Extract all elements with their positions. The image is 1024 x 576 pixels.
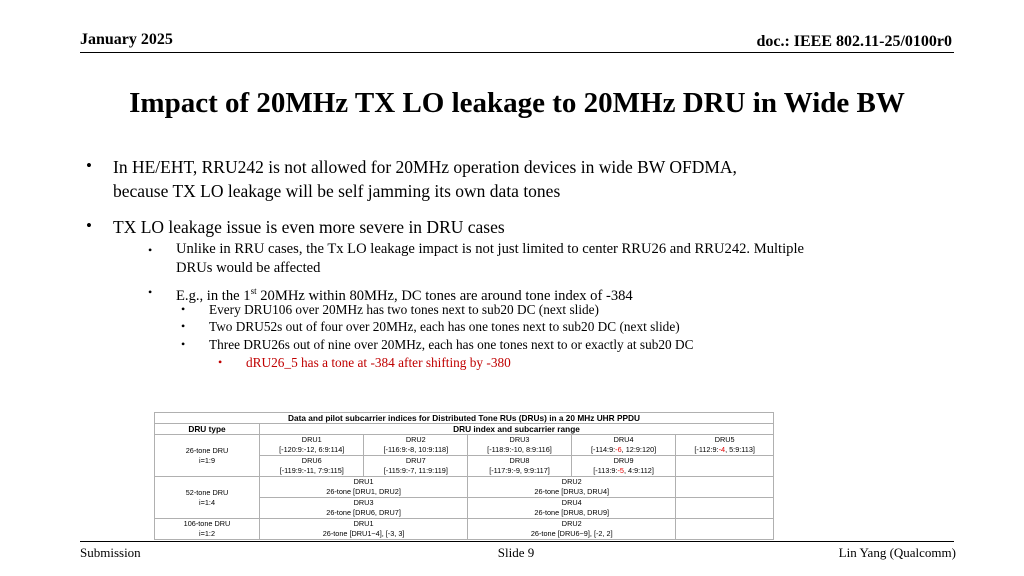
cell-text: DRU4 xyxy=(613,435,634,444)
range-text: , 5:9:113] xyxy=(725,445,755,454)
table-row xyxy=(155,519,774,540)
table-cell xyxy=(468,477,676,498)
dru-type-cell xyxy=(155,435,260,477)
range-text: [-113:9: xyxy=(593,466,618,475)
table-cell xyxy=(260,498,468,519)
table-cell xyxy=(364,456,468,477)
table-cell xyxy=(260,477,468,498)
cell-text: DRU7 xyxy=(405,456,426,465)
bullet-dru26-5: dRU26_5 has a tone at -384 after shifting by -380 xyxy=(246,355,511,370)
bullet-dru52: Two DRU52s out of four over 20MHz, each has one tones next to sub20 DC (next slide) xyxy=(209,319,680,334)
table-row xyxy=(155,477,774,498)
bullet-text: Unlike in RRU cases, the Tx LO leakage impact is not just limited to center RRU26 and RRU242. Multiple xyxy=(176,241,804,257)
cell-text: [-115:9:-7, 11:9:119] xyxy=(383,466,448,475)
cell-text: DRU3 xyxy=(509,435,530,444)
bullet-text: DRUs would be affected xyxy=(176,260,321,276)
dru-type-cell xyxy=(155,477,260,519)
cell-text: DRU1 xyxy=(353,519,374,528)
bullet-dot: • xyxy=(148,243,153,257)
slide-title: Impact of 20MHz TX LO leakage to 20MHz DRU in Wide BW xyxy=(129,87,905,119)
bullet-rru-cases xyxy=(176,240,936,278)
cell-text: DRU4 xyxy=(561,498,582,507)
bullet-dot: • xyxy=(181,337,186,351)
cell-text: 26-tone [DRU3, DRU4] xyxy=(534,487,610,496)
cell-text: DRU6 xyxy=(301,456,322,465)
bullet-text: 20MHz within 80MHz, DC tones are around tone index of -384 xyxy=(256,287,633,304)
cell-text: [-118:9:-10, 8:9:116] xyxy=(487,445,552,454)
table-cell xyxy=(260,519,468,540)
cell-text: DRU2 xyxy=(561,477,582,486)
cell-text: [-117:9:-9, 9:9:117] xyxy=(489,466,550,475)
table-cell xyxy=(364,435,468,456)
cell-text: DRU1 xyxy=(301,435,322,444)
table-cell xyxy=(468,435,572,456)
cell-text: [-116:9:-8, 10:9:118] xyxy=(383,445,449,454)
highlight-tone: -6 xyxy=(615,445,622,454)
cell-text: 26-tone DRU xyxy=(185,445,229,455)
footer-submission: Submission xyxy=(80,545,141,560)
cell-text: 106-tone DRU xyxy=(183,519,231,528)
table-cell xyxy=(468,498,676,519)
cell-text: [-119:9:-11, 7:9:115] xyxy=(279,466,344,475)
cell-text: DRU9 xyxy=(613,456,634,465)
bullet-dot: • xyxy=(181,302,186,316)
cell-text: 52-tone DRU xyxy=(185,487,229,497)
bullet-dot: • xyxy=(86,156,92,175)
cell-text: DRU2 xyxy=(561,519,582,528)
cell-text: i=1:4 xyxy=(198,497,216,507)
table-cell xyxy=(676,435,774,456)
table-cell xyxy=(571,456,676,477)
cell-text: [-120:9:-12, 6:9:114] xyxy=(279,445,345,454)
bullet-dot: • xyxy=(86,216,92,235)
col-header-type: DRU type xyxy=(155,424,260,435)
table-cell-empty xyxy=(676,519,774,540)
cell-text: DRU8 xyxy=(509,456,530,465)
cell-text: 26-tone [DRU8, DRU9] xyxy=(534,508,610,517)
bullet-dot: • xyxy=(218,355,223,369)
cell-text: DRU2 xyxy=(405,435,426,444)
cell-text: 26-tone [DRU6, DRU7] xyxy=(326,508,401,517)
highlight-tone: -5 xyxy=(617,466,624,475)
header-divider xyxy=(80,52,954,53)
dru-subcarrier-table xyxy=(154,412,774,540)
bullet-text: In HE/EHT, RRU242 is not allowed for 20MHz operation devices in wide BW OFDMA, xyxy=(113,157,737,177)
cell-text: 26-tone [DRU1~4], [-3, 3] xyxy=(322,529,405,538)
superscript: st xyxy=(250,286,257,296)
bullet-text: E.g., in the 1 xyxy=(176,287,251,304)
cell-text xyxy=(574,445,674,455)
cell-text xyxy=(574,466,674,476)
dru-type-cell xyxy=(155,519,260,540)
table-caption: Data and pilot subcarrier indices for Distributed Tone RUs (DRUs) in a 20 MHz UHR PPDU xyxy=(155,413,774,424)
header-date: January 2025 xyxy=(80,31,173,48)
col-header-index: DRU index and subcarrier range xyxy=(260,424,774,435)
bullet-dot: • xyxy=(181,319,186,333)
cell-text: i=1:2 xyxy=(198,529,216,538)
bullet-dot: • xyxy=(148,285,153,299)
range-text: , 12:9:120] xyxy=(621,445,657,454)
bullet-dru106: Every DRU106 over 20MHz has two tones next to sub20 DC (next slide) xyxy=(209,302,599,317)
table-cell xyxy=(468,519,676,540)
footer-divider xyxy=(80,541,954,542)
cell-text: DRU5 xyxy=(714,435,735,444)
bullet-text: because TX LO leakage will be self jamming its own data tones xyxy=(113,181,561,201)
bullet-dru-cases: TX LO leakage issue is even more severe in DRU cases xyxy=(113,217,505,237)
footer-slide-number: Slide 9 xyxy=(497,545,535,560)
bullet-he-eht xyxy=(113,155,913,203)
table-row xyxy=(155,435,774,456)
table-cell-empty xyxy=(676,456,774,477)
table-cell xyxy=(260,456,364,477)
table-cell-empty xyxy=(676,477,774,498)
range-text: , 4:9:112] xyxy=(623,466,654,475)
header-doc-id: doc.: IEEE 802.11-25/0100r0 xyxy=(756,33,952,50)
table-cell xyxy=(468,456,572,477)
range-text: [-114:9: xyxy=(590,445,616,454)
footer-author: Lin Yang (Qualcomm) xyxy=(838,545,956,560)
table-cell xyxy=(571,435,676,456)
table-cell-empty xyxy=(676,498,774,519)
bullet-dru26: Three DRU26s out of nine over 20MHz, each has one tones next to or exactly at sub20 DC xyxy=(209,337,694,352)
cell-text: 26-tone [DRU1, DRU2] xyxy=(326,487,401,496)
range-text: [-112:9: xyxy=(694,445,719,454)
highlight-tone: -4 xyxy=(718,445,726,454)
cell-text: 26-tone [DRU6~9], [-2, 2] xyxy=(530,529,613,538)
cell-text: i=1:9 xyxy=(198,455,216,465)
cell-text: DRU1 xyxy=(353,477,374,486)
table-cell xyxy=(260,435,364,456)
cell-text: DRU3 xyxy=(353,498,374,507)
cell-text xyxy=(678,445,771,455)
